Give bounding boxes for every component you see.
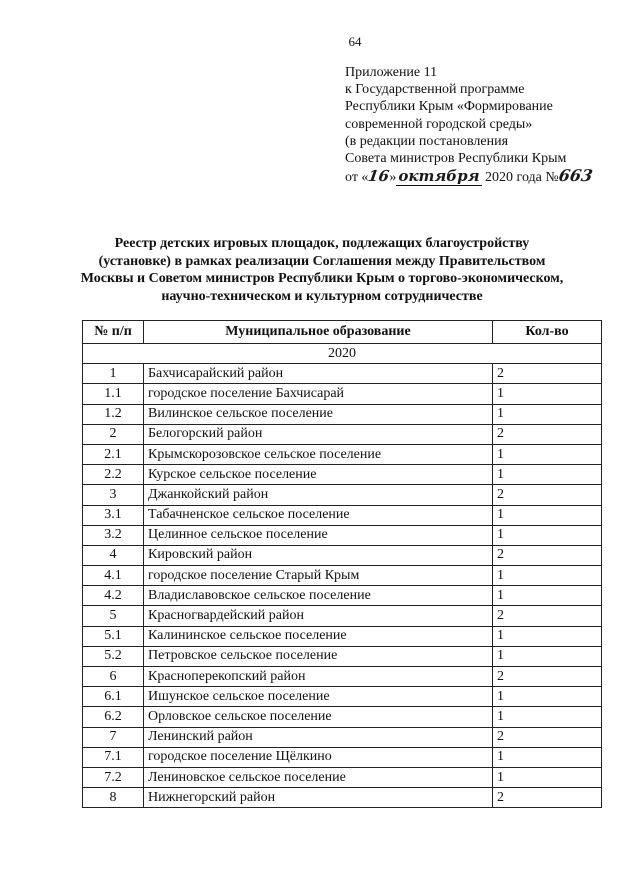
table-row [83, 626, 602, 646]
row-number: 2 [83, 424, 144, 444]
row-municipality: Владиславовское сельское поселение [144, 586, 493, 606]
table-row [83, 747, 602, 767]
row-municipality: Калининское сельское поселение [144, 626, 493, 646]
document-title: Реестр детских игровых площадок, подлежащих благоустройству (установке) в рамках реализации Соглашения между Правительством Москвы и Советом министров Республики Крым о торгово-экономическом, научно-техническом и культурном сотрудничестве [80, 236, 564, 304]
row-number: 2.2 [83, 465, 144, 485]
row-municipality: Петровское сельское поселение [144, 646, 493, 666]
row-quantity: 1 [493, 767, 602, 787]
row-municipality: Ишунское сельское поселение [144, 687, 493, 707]
appendix-line: Совета министров Республики Крым [345, 151, 567, 167]
row-number: 5.1 [83, 626, 144, 646]
row-quantity: 2 [493, 727, 602, 747]
header-municipality: Муниципальное образование [144, 321, 493, 344]
row-number: 4.2 [83, 586, 144, 606]
row-number: 2.1 [83, 444, 144, 464]
row-quantity: 1 [493, 747, 602, 767]
table-row [83, 545, 602, 565]
row-municipality: городское поселение Старый Крым [144, 566, 493, 586]
row-number: 4.1 [83, 566, 144, 586]
row-municipality: Вилинское сельское поселение [144, 404, 493, 424]
row-quantity: 2 [493, 667, 602, 687]
row-quantity: 1 [493, 404, 602, 424]
row-municipality: Красноперекопский район [144, 667, 493, 687]
table-row [83, 767, 602, 787]
row-quantity: 1 [493, 707, 602, 727]
date-prefix: от « [345, 170, 369, 186]
row-municipality: городское поселение Бахчисарай [144, 384, 493, 404]
row-number: 5 [83, 606, 144, 626]
table-row [83, 525, 602, 545]
table-row [83, 444, 602, 464]
table-row [83, 646, 602, 666]
appendix-line: современной городской среды» [345, 116, 533, 132]
header-number: № п/п [83, 321, 144, 344]
table-row [83, 566, 602, 586]
page-number: 64 [348, 34, 362, 49]
row-quantity: 1 [493, 646, 602, 666]
row-quantity: 1 [493, 505, 602, 525]
year-cell: 2020 [83, 344, 602, 364]
table-row [83, 667, 602, 687]
row-number: 5.2 [83, 646, 144, 666]
row-number: 3 [83, 485, 144, 505]
row-municipality: Курское сельское поселение [144, 465, 493, 485]
row-number: 6 [83, 667, 144, 687]
table-row [83, 707, 602, 727]
header-quantity: Кол-во [493, 321, 602, 344]
row-number: 1 [83, 364, 144, 384]
row-municipality: Белогорский район [144, 424, 493, 444]
row-municipality: Бахчисарайский район [144, 364, 493, 384]
row-municipality: Целинное сельское поселение [144, 525, 493, 545]
table-row [83, 424, 602, 444]
table-row [83, 505, 602, 525]
row-quantity: 1 [493, 444, 602, 464]
table-row [83, 606, 602, 626]
row-number: 3.2 [83, 525, 144, 545]
registry-table [82, 320, 602, 808]
table-row [83, 404, 602, 424]
row-municipality: Крымскорозовское сельское поселение [144, 444, 493, 464]
appendix-line: (в редакции постановления [345, 133, 509, 149]
year-row [83, 344, 602, 364]
row-municipality: Красногвардейский район [144, 606, 493, 626]
row-number: 1.1 [83, 384, 144, 404]
table-row [83, 687, 602, 707]
appendix-date-line [345, 167, 625, 186]
row-quantity: 1 [493, 525, 602, 545]
row-number: 6.1 [83, 687, 144, 707]
handwritten-month: октября [398, 167, 480, 186]
row-municipality: Нижнегорский район [144, 788, 493, 808]
date-mid: » [389, 170, 397, 186]
row-number: 1.2 [83, 404, 144, 424]
handwritten-doc-number: 663 [557, 166, 594, 186]
row-quantity: 1 [493, 566, 602, 586]
date-suffix: 2020 года № [485, 170, 559, 186]
row-municipality: Джанкойский район [144, 485, 493, 505]
row-quantity: 2 [493, 545, 602, 565]
appendix-line: Приложение 11 [345, 65, 438, 80]
table-header-row [83, 321, 602, 344]
row-number: 7.1 [83, 747, 144, 767]
row-municipality: Орловское сельское поселение [144, 707, 493, 727]
row-number: 7 [83, 727, 144, 747]
row-quantity: 1 [493, 384, 602, 404]
row-municipality: Лениновское сельское поселение [144, 767, 493, 787]
table-row [83, 465, 602, 485]
table-row [83, 485, 602, 505]
row-municipality: Кировский район [144, 545, 493, 565]
row-quantity: 2 [493, 606, 602, 626]
appendix-line: Республики Крым «Формирование [345, 99, 553, 115]
row-quantity: 2 [493, 364, 602, 384]
table-row [83, 364, 602, 384]
row-number: 6.2 [83, 707, 144, 727]
table-row [83, 788, 602, 808]
row-quantity: 1 [493, 687, 602, 707]
table-row [83, 586, 602, 606]
row-quantity: 1 [493, 586, 602, 606]
row-municipality: городское поселение Щёлкино [144, 747, 493, 767]
row-number: 3.1 [83, 505, 144, 525]
appendix-line: к Государственной программе [345, 82, 525, 98]
row-number: 8 [83, 788, 144, 808]
row-number: 4 [83, 545, 144, 565]
row-quantity: 1 [493, 465, 602, 485]
row-quantity: 2 [493, 788, 602, 808]
row-quantity: 2 [493, 485, 602, 505]
table-row [83, 384, 602, 404]
row-number: 7.2 [83, 767, 144, 787]
table-row [83, 727, 602, 747]
row-municipality: Табачненское сельское поселение [144, 505, 493, 525]
row-municipality: Ленинский район [144, 727, 493, 747]
appendix-block [345, 64, 625, 186]
handwritten-day: 16 [367, 167, 391, 186]
row-quantity: 2 [493, 424, 602, 444]
row-quantity: 1 [493, 626, 602, 646]
